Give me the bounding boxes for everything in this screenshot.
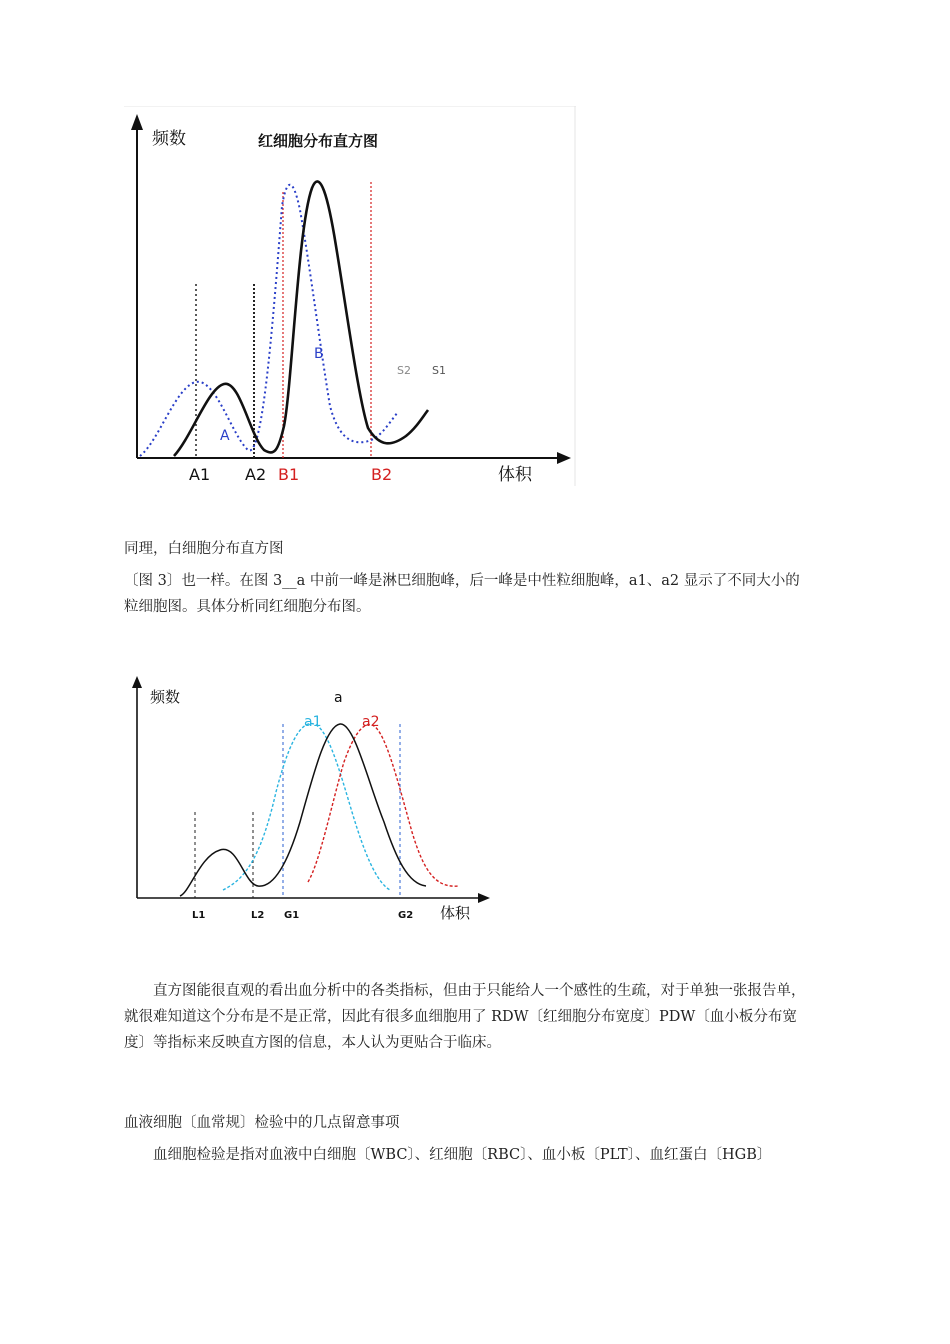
tick-label-b2: B2 xyxy=(371,465,393,484)
x-axis-label: 体积 xyxy=(498,465,532,485)
tick-label-a1: A1 xyxy=(189,465,211,484)
section-title-wbc: 同理，白细胞分布直方图 xyxy=(124,541,284,557)
paragraph-blood-test: 血细胞检验是指对血液中白细胞〔WBC〕、红细胞〔RBC〕、血小板〔PLT〕、血红蛋白〔HGB〕 xyxy=(153,1147,772,1163)
curve-label-a: a xyxy=(334,690,343,706)
wbc-histogram-figure xyxy=(128,672,500,930)
curve-label-s2: S2 xyxy=(397,364,411,377)
y-axis-label: 频数 xyxy=(150,688,181,706)
rbc-histogram-figure xyxy=(124,106,576,486)
tick-label-b1: B1 xyxy=(278,465,300,484)
y-axis-label: 频数 xyxy=(152,129,186,149)
curve-label-a1: a1 xyxy=(304,714,322,730)
curve-label-s1: S1 xyxy=(432,364,446,377)
tick-label-l1: L1 xyxy=(192,910,206,921)
paragraph-wbc-explanation: 〔图 3〕也一样。在图 3__a 中前一峰是淋巴细胞峰，后一峰是中性粒细胞峰，a1、a2 显示了不同大小的粒细胞图。具体分析同红细胞分布图。 xyxy=(124,573,800,615)
curve-label-a2: a2 xyxy=(362,714,380,730)
chart-title: 红细胞分布直方图 xyxy=(258,132,379,150)
x-axis-label: 体积 xyxy=(440,904,471,922)
peak-label-b: B xyxy=(314,346,324,362)
paragraph-histogram-discussion: 直方图能很直观的看出血分析中的各类指标，但由于只能给人一个感性的生疏，对于单独一张报告单，就很难知道这个分布是不是正常，因此有很多血细胞用了 RDW〔红细胞分布宽度〕PDW〔血小板分布宽度〕等指标来反映直方图的信息，本人认为更贴合于临床。 xyxy=(124,983,806,1051)
section-title-precautions: 血液细胞〔血常规〕检验中的几点留意事项 xyxy=(124,1115,400,1131)
wbc-histogram-svg xyxy=(128,672,500,930)
rbc-histogram-svg xyxy=(124,106,576,486)
tick-label-l2: L2 xyxy=(251,910,265,921)
peak-label-a: A xyxy=(220,428,230,444)
tick-label-a2: A2 xyxy=(245,465,267,484)
tick-label-g2: G2 xyxy=(398,910,414,921)
tick-label-g1: G1 xyxy=(284,910,300,921)
